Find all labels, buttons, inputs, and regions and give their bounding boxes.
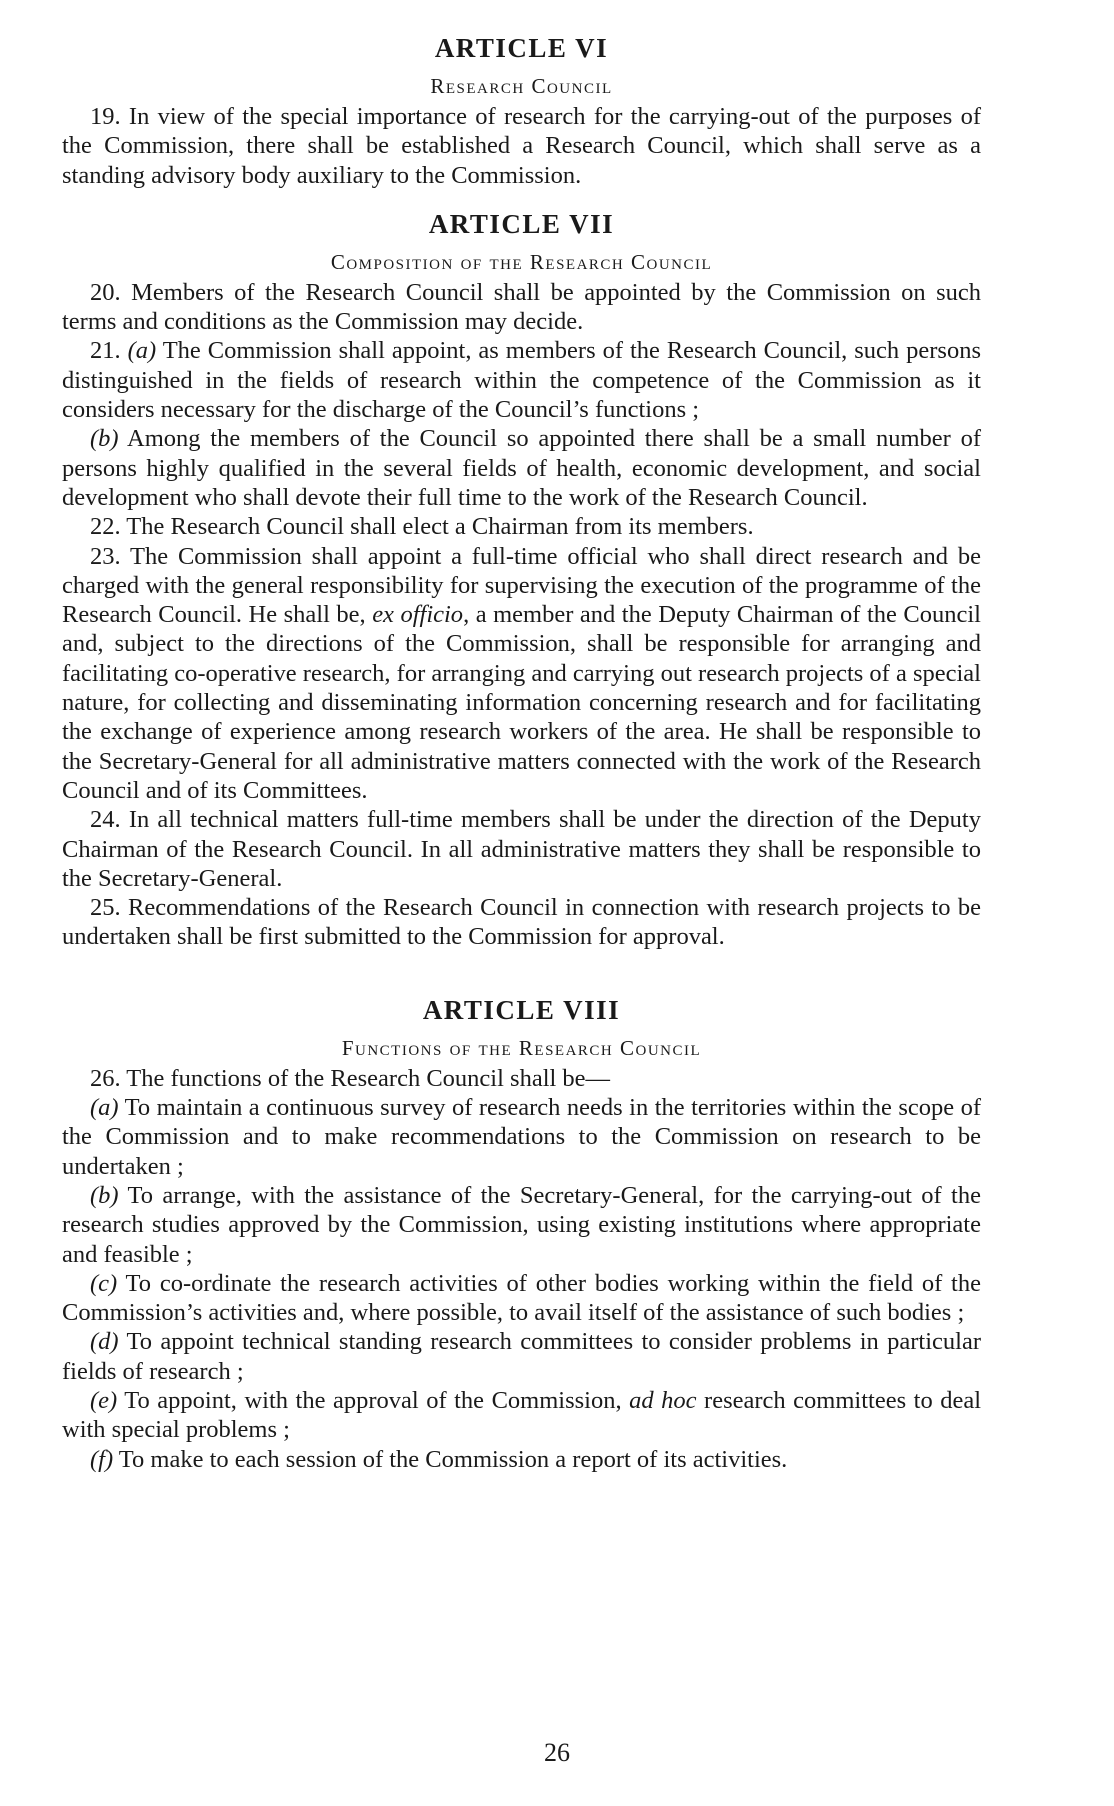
function-text-e-post: research committees to deal with special problems ; <box>62 1386 982 1444</box>
paragraph-22: 22. The Research Council shall elect a Chairman from its members. <box>90 513 754 541</box>
function-item-f <box>62 1445 981 1474</box>
clause-letter-a: (a) <box>127 337 157 365</box>
clause-letter-b: (b) <box>90 425 119 453</box>
paragraph-21-number: 21. <box>90 337 128 365</box>
paragraph-20: 20. Members of the Research Council shall be appointed by the Commission on such terms and conditions as the Commission may decide. <box>62 278 981 336</box>
paragraph-23 <box>62 542 981 806</box>
paragraph-21b-text: Among the members of the Council so appointed there shall be a small number of persons highly qualified in the several fields of health, economic development, and social development who shall devote their full time to the work of the Research Council. <box>62 425 981 511</box>
paragraph-21a-text: The Commission shall appoint, as members of the Research Council, such persons distinguished in the fields of research within the competence of the Commission as it considers necessary for the discharge of the Council’s functions ; <box>62 337 981 424</box>
article-vii-title: ARTICLE VII <box>428 208 615 239</box>
article-vi-subtitle: Research Council <box>430 74 613 98</box>
paragraph-21a <box>62 336 981 424</box>
function-letter-e: (e) <box>90 1386 118 1414</box>
paragraph-19: 19. In view of the special importance of research for the carrying-out of the purposes of the Commission, there shall be established a Research Council, which shall serve as a standing advisory body auxiliary to the Commission. <box>62 103 981 189</box>
article-viii-title: ARTICLE VIII <box>422 994 621 1025</box>
function-letter-a: (a) <box>90 1094 119 1122</box>
function-text-f: To make to each session of the Commission a report of its activities. <box>113 1445 788 1473</box>
paragraph-23-part1: 23. The Commission shall appoint a full-time official who shall direct research and be charged with the general responsibility for supervising the execution of the programme of the Research Council. He shall be, <box>62 542 981 629</box>
ad-hoc-term: ad hoc <box>629 1386 697 1414</box>
article-vii-subtitle: Composition of the Research Council <box>330 249 713 274</box>
function-item-c <box>62 1269 981 1328</box>
article-viii-subtitle: Functions of the Research Council <box>341 1035 702 1060</box>
function-item-e <box>62 1386 981 1445</box>
function-item-b <box>62 1181 981 1269</box>
function-text-d: To appoint technical standing research committees to consider problems in particular fields of research ; <box>62 1328 981 1385</box>
function-letter-c: (c) <box>90 1269 118 1297</box>
function-text-a: To maintain a continuous survey of research needs in the territories within the scope of the Commission and to make recommendations to the Commission on research to be undertaken ; <box>62 1094 981 1180</box>
paragraph-24: 24. In all technical matters full-time members shall be under the direction of the Deputy Chairman of the Research Council. In all administrative matters they shall be responsible to the Secretary-General. <box>62 806 981 892</box>
function-letter-b: (b) <box>90 1181 119 1209</box>
paragraph-25: 25. Recommendations of the Research Council in connection with research projects to be undertaken shall be first submitted to the Commission for approval. <box>62 894 981 951</box>
page-number: 26 <box>544 1738 570 1767</box>
paragraph-21b <box>62 424 981 512</box>
function-letter-d: (d) <box>90 1328 119 1356</box>
function-text-c: To co-ordinate the research activities of other bodies working within the field of the Commission’s activities and, where possible, to avail itself of the assistance of such bodies ; <box>62 1269 981 1327</box>
function-letter-f: (f) <box>90 1445 114 1473</box>
function-item-d <box>62 1327 981 1386</box>
function-text-e-pre: To appoint, with the approval of the Commission, <box>117 1386 630 1414</box>
article-vi-title: ARTICLE VI <box>434 33 609 63</box>
function-item-a <box>62 1093 981 1181</box>
ex-officio-term: ex officio <box>372 601 464 629</box>
paragraph-23-part2: , a member and the Deputy Chairman of the Council and, subject to the directions of the Commission, shall be responsible for arranging and facilitating co-operative research, for arranging and carrying out research projects of a special nature, for collecting and disseminating information concerning research and for facilitating the exchange of experience among research workers of the area. He shall be responsible to the Secretary-General for all administrative matters connected with the work of the Research Council and of its Committees. <box>62 601 981 804</box>
document-page <box>62 30 981 1474</box>
paragraph-26: 26. The functions of the Research Council shall be— <box>90 1064 611 1092</box>
function-text-b: To arrange, with the assistance of the Secretary-General, for the carrying-out of the research studies approved by the Commission, using existing institutions where appropriate and feasible ; <box>62 1181 981 1268</box>
